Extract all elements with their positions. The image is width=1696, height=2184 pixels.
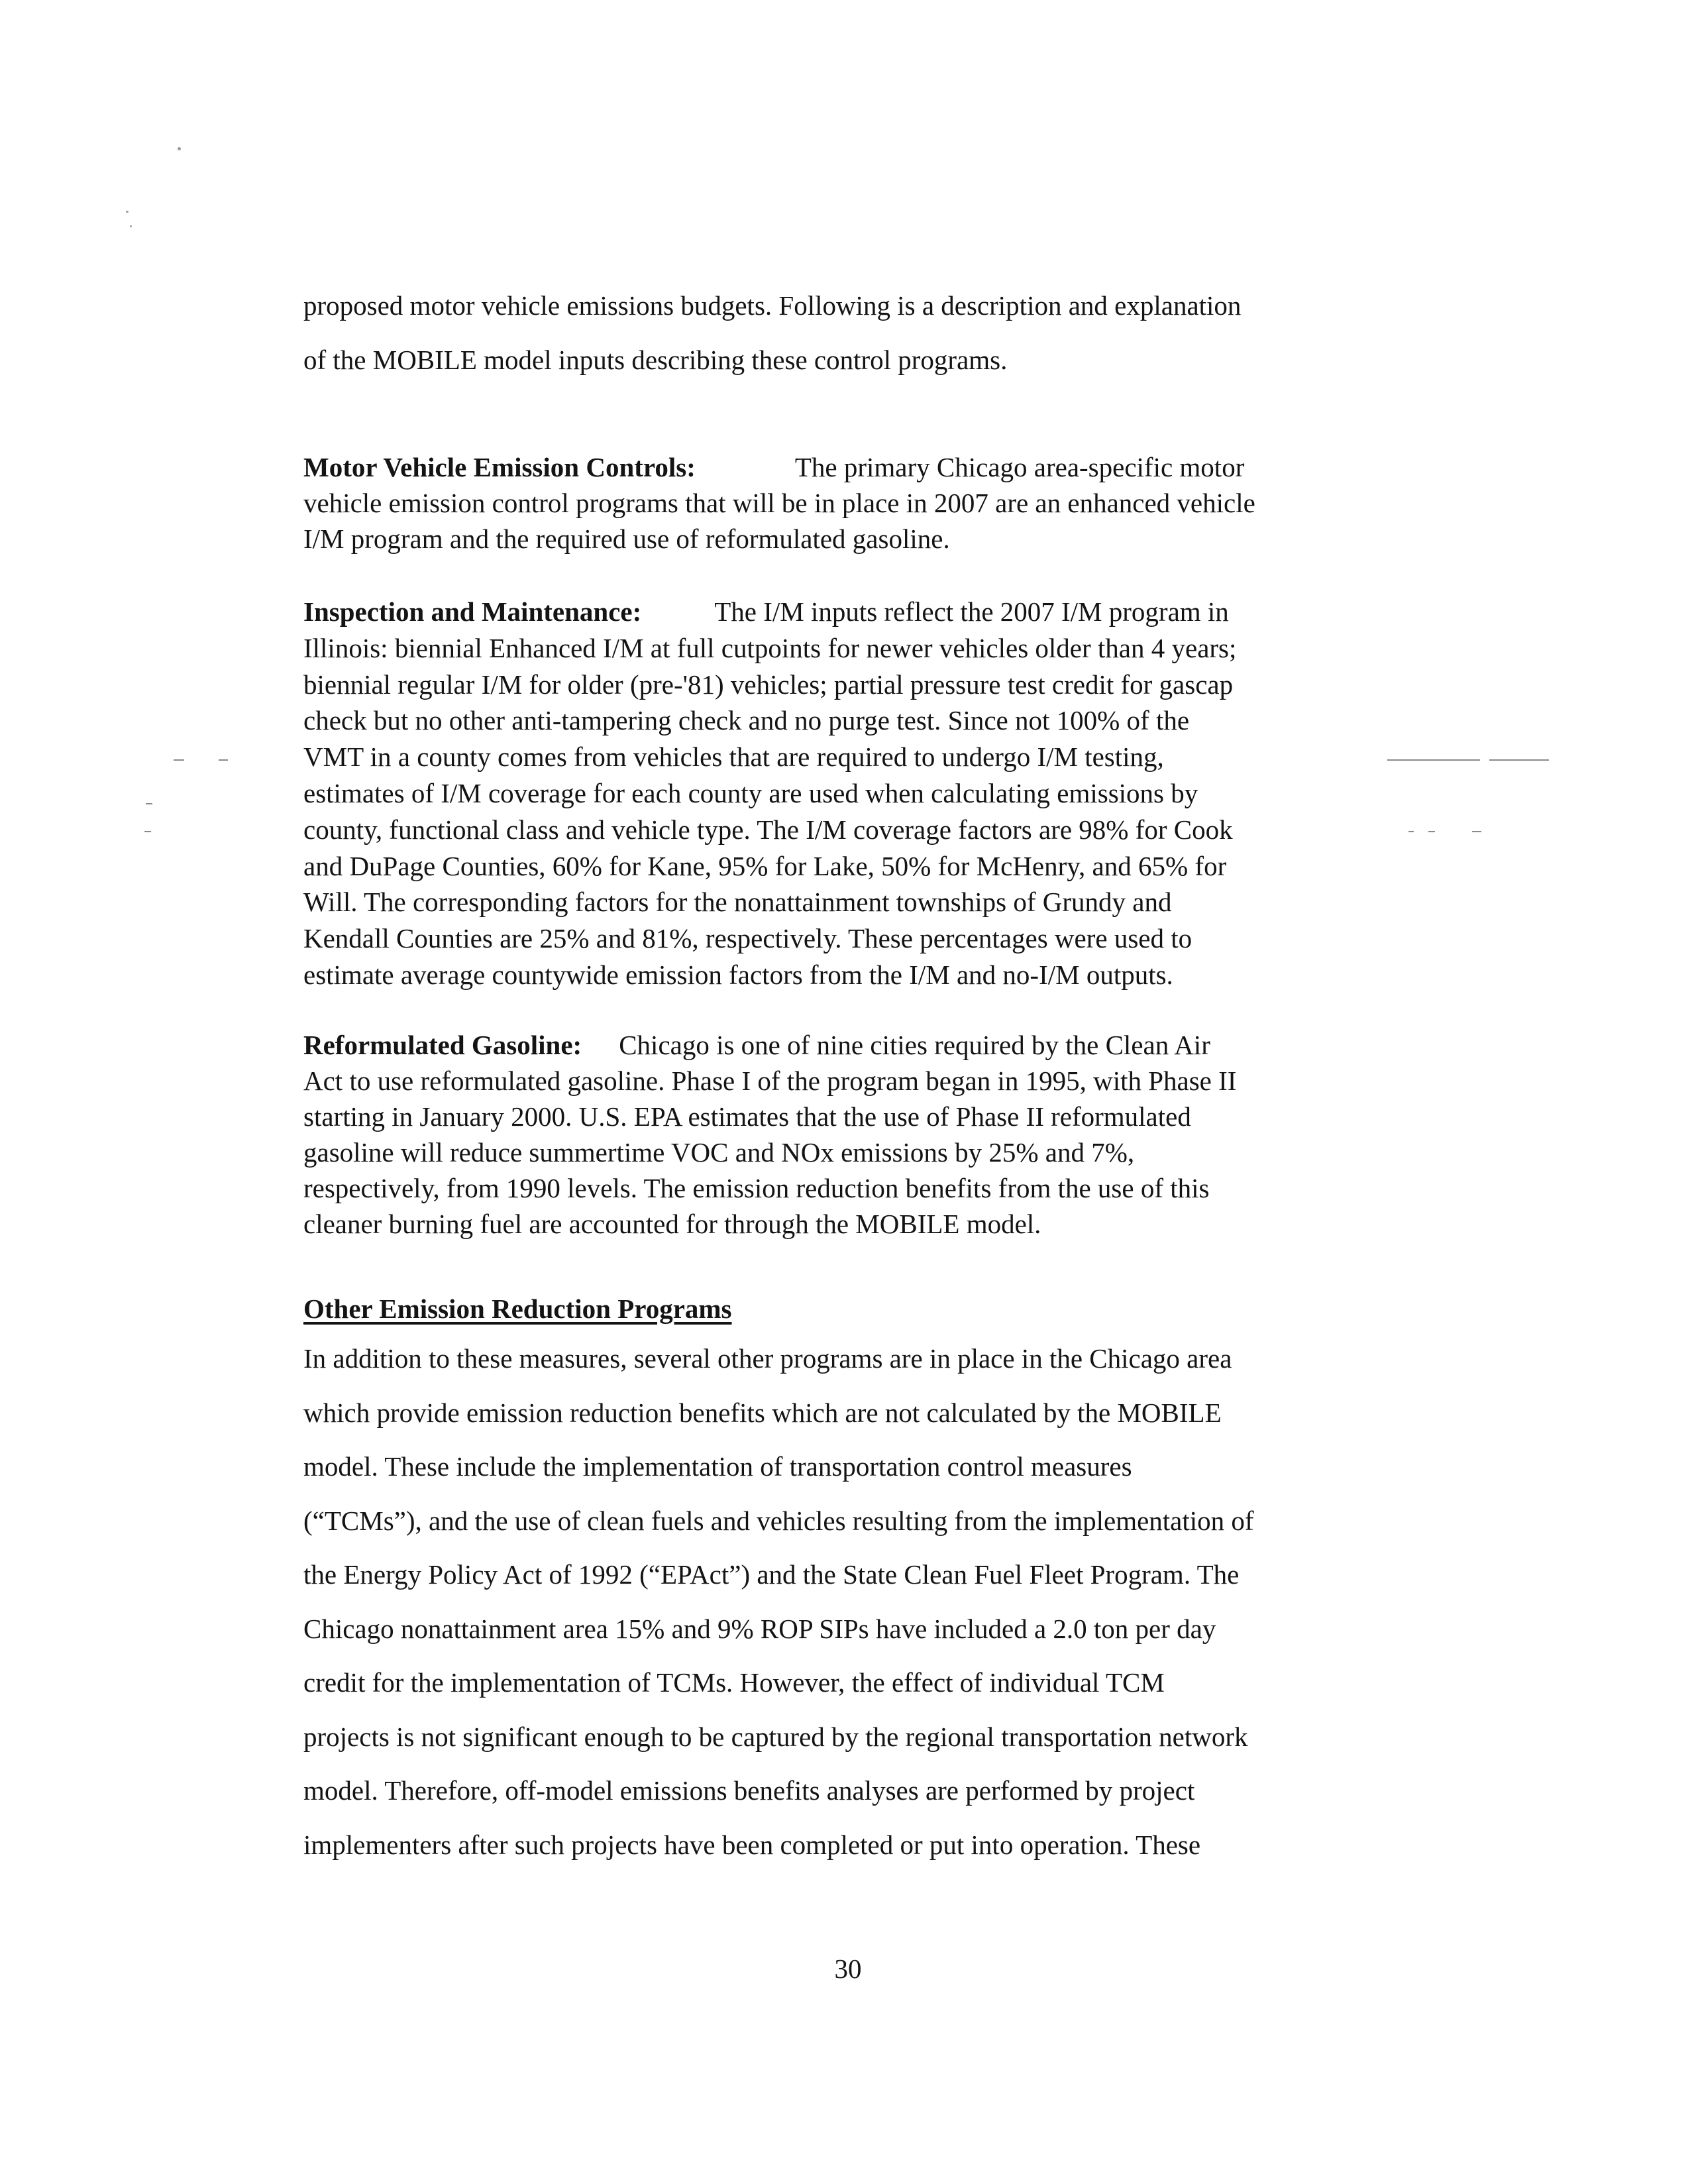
text-line: biennial regular I/M for older (pre-'81) vehicles; partial pressure test credit for gascap: [303, 669, 1234, 700]
scan-mark: [174, 759, 184, 761]
text-line: The primary Chicago area-specific motor: [794, 452, 1245, 482]
text-line: vehicle emission control programs that will be in place in 2007 are an enhanced vehicle: [303, 488, 1255, 518]
text-line: credit for the implementation of TCMs. However, the effect of individual TCM: [303, 1667, 1165, 1698]
scan-speck: [178, 147, 181, 150]
text-line: proposed motor vehicle emissions budgets. Following is a description and explanation: [303, 290, 1242, 321]
section-heading: Motor Vehicle Emission Controls:: [303, 452, 696, 482]
scan-mark: [1428, 831, 1435, 832]
text-line: check but no other anti-tampering check and no purge test. Since not 100% of the: [303, 705, 1190, 736]
scan-mark: [1489, 759, 1549, 761]
inspection-section: [303, 594, 1403, 993]
text-line: estimate average countywide emission factors from the I/M and no-I/M outputs.: [303, 959, 1173, 990]
text-line: the Energy Policy Act of 1992 (“EPAct”) and the State Clean Fuel Fleet Program. The: [303, 1559, 1240, 1590]
scan-mark: [219, 759, 228, 761]
scan-speck: [130, 225, 132, 227]
text-line: and DuPage Counties, 60% for Kane, 95% for Lake, 50% for McHenry, and 65% for: [303, 850, 1227, 881]
text-line: Act to use reformulated gasoline. Phase I of the program began in 1995, with Phase II: [303, 1065, 1237, 1096]
motor-vehicle-section: [303, 449, 1403, 557]
text-line: Chicago nonattainment area 15% and 9% ROP SIPs have included a 2.0 ton per day: [303, 1613, 1216, 1644]
text-line: VMT in a county comes from vehicles that are required to undergo I/M testing,: [303, 741, 1164, 773]
text-line: Kendall Counties are 25% and 81%, respectively. These percentages were used to: [303, 923, 1192, 954]
text-line: estimates of I/M coverage for each county are used when calculating emissions by: [303, 777, 1198, 808]
text-line: model. These include the implementation of transportation control measures: [303, 1451, 1132, 1482]
section-heading: Inspection and Maintenance:: [303, 596, 642, 627]
text-line: respectively, from 1990 levels. The emission reduction benefits from the use of this: [303, 1173, 1210, 1203]
scan-speck: [126, 211, 129, 213]
section-heading: Reformulated Gasoline:: [303, 1030, 582, 1060]
reformulated-gasoline-section: [303, 1027, 1403, 1242]
text-line: Will. The corresponding factors for the nonattainment townships of Grundy and: [303, 887, 1172, 918]
text-line: Illinois: biennial Enhanced I/M at full cutpoints for newer vehicles older than 4 years;: [303, 632, 1237, 663]
text-line: cleaner burning fuel are accounted for through the MOBILE model.: [303, 1209, 1041, 1239]
text-line: I/M program and the required use of reformulated gasoline.: [303, 523, 950, 554]
text-line: projects is not significant enough to be captured by the regional transportation network: [303, 1721, 1248, 1752]
scan-mark: [144, 831, 151, 832]
text-line: Chicago is one of nine cities required by the Clean Air: [619, 1030, 1210, 1060]
text-line: starting in January 2000. U.S. EPA estimates that the use of Phase II reformulated: [303, 1101, 1191, 1132]
scan-mark: [146, 803, 152, 804]
text-line: (“TCMs”), and the use of clean fuels and vehicles resulting from the implementation of: [303, 1505, 1254, 1536]
text-line: gasoline will reduce summertime VOC and NOx emissions by 25% and 7%,: [303, 1137, 1135, 1168]
text-line: county, functional class and vehicle type. The I/M coverage factors are 98% for Cook: [303, 814, 1233, 845]
intro-paragraph: [303, 278, 1403, 387]
text-line: In addition to these measures, several other programs are in place in the Chicago area: [303, 1343, 1232, 1374]
text-line: The I/M inputs reflect the 2007 I/M program in: [714, 596, 1229, 627]
other-programs-paragraph: [303, 1332, 1403, 1872]
other-programs-heading: Other Emission Reduction Programs: [303, 1293, 732, 1324]
scan-mark: [1408, 831, 1414, 832]
scan-mark: [1472, 831, 1481, 832]
text-line: of the MOBILE model inputs describing these control programs.: [303, 345, 1008, 375]
text-line: which provide emission reduction benefits which are not calculated by the MOBILE: [303, 1397, 1222, 1428]
text-line: model. Therefore, off-model emissions benefits analyses are performed by project: [303, 1775, 1195, 1806]
text-line: implementers after such projects have been completed or put into operation. These: [303, 1829, 1201, 1860]
page-number: 30: [834, 1953, 862, 1984]
